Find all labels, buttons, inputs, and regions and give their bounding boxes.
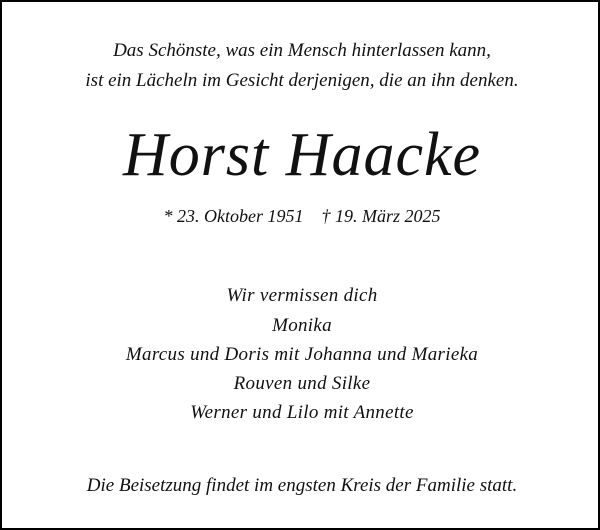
mourner-line: Wir vermissen dich bbox=[226, 285, 378, 306]
burial-notice: Die Beisetzung findet im engsten Kreis der Familie statt. bbox=[86, 475, 518, 496]
death-date: † 19. März 2025 bbox=[321, 206, 441, 226]
mourner-line: Marcus und Doris mit Johanna und Marieka bbox=[125, 344, 479, 365]
life-dates bbox=[2, 206, 600, 227]
deceased-name: Horst Haacke bbox=[122, 121, 482, 189]
quote-line-2: ist ein Lächeln im Gesicht derjenigen, die an ihn denken. bbox=[85, 70, 519, 91]
mourner-line: Monika bbox=[272, 315, 332, 336]
quote-line-1: Das Schönste, was ein Mensch hinterlassen kann, bbox=[113, 40, 491, 61]
mourner-line: Werner und Lilo mit Annette bbox=[190, 402, 414, 423]
birth-date: * 23. Oktober 1951 bbox=[163, 206, 304, 226]
mourner-line: Rouven und Silke bbox=[233, 373, 371, 394]
